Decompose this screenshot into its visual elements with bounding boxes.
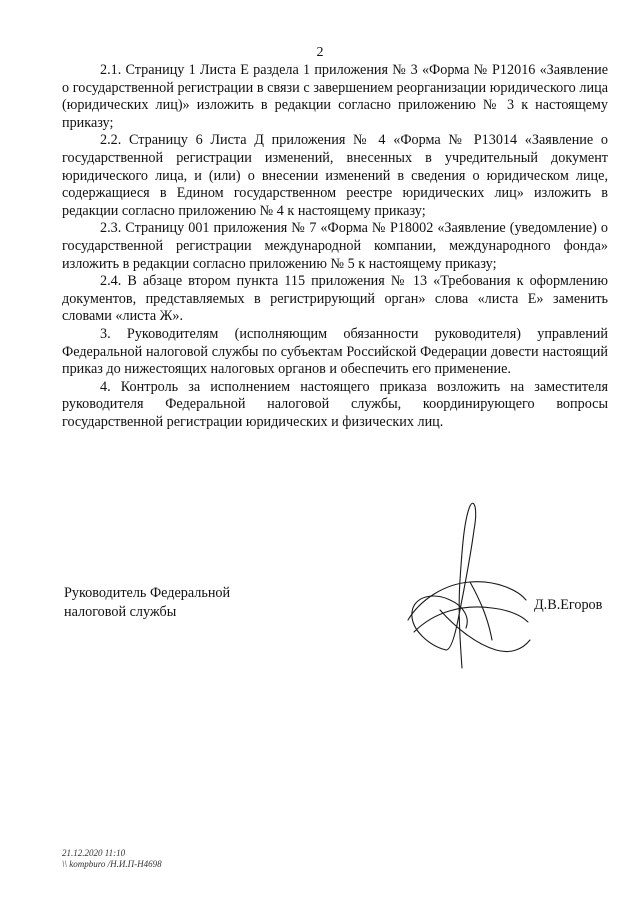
document-body (62, 62, 608, 431)
signer-position-line2: налоговой службы (64, 604, 177, 620)
document-footer (62, 848, 162, 870)
signer-name: Д.В.Егоров (534, 597, 603, 613)
paragraph-2-3: 2.3. Страницу 001 приложения № 7 «Форма № Р18002 «Заявление (уведомление) о государственной регистрации международной компании, международного фонда» изложить в редакции согласно приложению № 5 к настоящему приказу; (62, 220, 608, 272)
footer-timestamp: 21.12.2020 11:10 (62, 848, 126, 858)
paragraph-4: 4. Контроль за исполнением настоящего приказа возложить на заместителя руководителя Федеральной налоговой службы, координирующего вопросы государственной регистрации юридических и физических лиц. (62, 378, 608, 430)
footer-registry-code: \\ kompburo /Н.И.П-Н4698 (62, 859, 162, 869)
signer-position (64, 584, 230, 622)
paragraph-2-1: 2.1. Страницу 1 Листа Е раздела 1 приложения № 3 «Форма № Р12016 «Заявление о государственной регистрации в связи с завершением реорганизации юридического лица (юридических лиц)» изложить в редакции согласно приложению № 3 к настоящему приказу; (62, 62, 608, 131)
paragraph-2-4: 2.4. В абзаце втором пункта 115 приложения № 13 «Требования к оформлению документов, представляемых в регистрирующий орган» слова «листа Е» заменить словами «листа Ж». (62, 273, 608, 325)
paragraph-2-2: 2.2. Страницу 6 Листа Д приложения № 4 «Форма № Р13014 «Заявление о государственной регистрации изменений, внесенных в учредительный документ юридического лица, и (или) о внесении изменений в сведения о юридическом лице, содержащиеся в Едином государственном реестре юридических лиц» изложить в редакции согласно приложению № 4 к настоящему приказу; (62, 132, 608, 219)
handwritten-signature (400, 500, 540, 670)
signer-position-line1: Руководитель Федеральной (64, 585, 231, 601)
paragraph-3: 3. Руководителям (исполняющим обязанности руководителя) управлений Федеральной налоговой службы по субъектам Российской Федерации довести настоящий приказ до нижестоящих налоговых органов и обеспечить его применение. (62, 325, 608, 378)
page-number: 2 (316, 45, 324, 60)
